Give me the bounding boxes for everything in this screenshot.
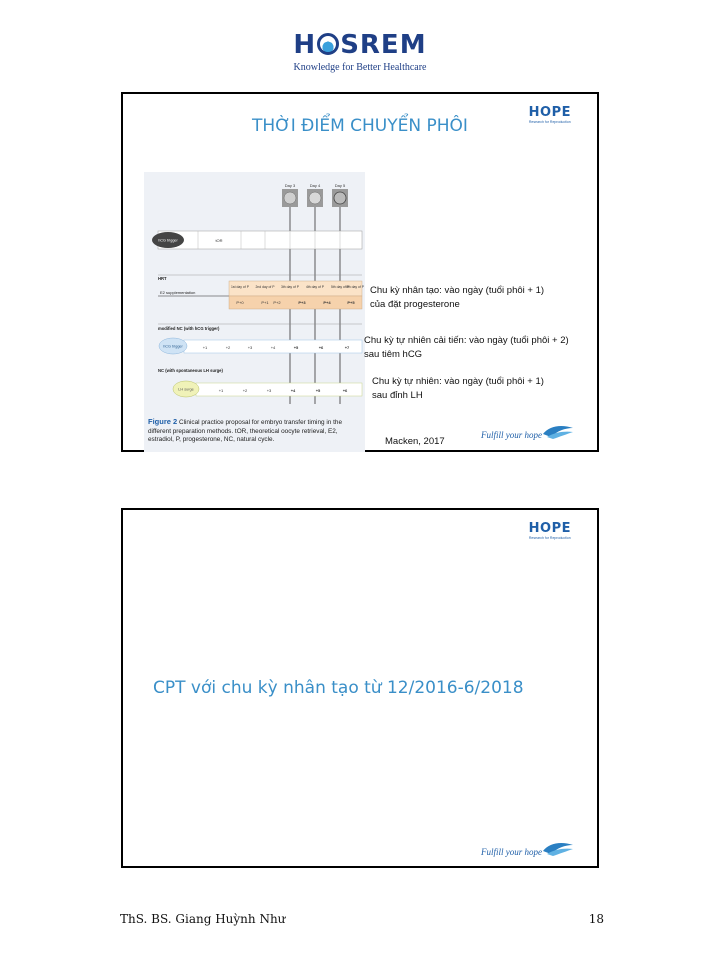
day-label-3: Day 3 (284, 183, 296, 188)
nc-value-4: +4 (290, 388, 296, 393)
hope-wordmark: HOPE (528, 105, 571, 120)
p-value-4: P+4 (323, 300, 331, 305)
slogan: Fulfill your hope (481, 847, 542, 857)
nc-value-1: +1 (218, 388, 224, 393)
figure-caption-text: Clinical practice proposal for embryo transfer timing in the different preparation methods. tOR, theoretical oocyte retrieval, E2, estradiol, P, progesterone, NC, natural cycle. (148, 419, 342, 443)
lh-surge-label: LH surge (178, 387, 194, 392)
footer-author: ThS. BS. Giang Huỳnh Như (120, 912, 286, 926)
p-day-3: 3th day of P (280, 285, 300, 289)
mnc-value-5: +5 (293, 345, 299, 350)
figure-caption-label: Figure 2 (148, 417, 178, 426)
p-day-1: 1st day of P (231, 285, 249, 289)
p-value-0: P+0 (236, 300, 244, 305)
p-day-6: 6th day of P (345, 285, 365, 289)
nc-value-3: +3 (266, 388, 272, 393)
hope-subtitle: Research for Reproduction (528, 536, 571, 540)
note-modified-natural-cycle-line2: sau tiêm hCG (364, 349, 423, 360)
note-modified-natural-cycle (364, 334, 569, 362)
wave-logo-icon (541, 839, 575, 857)
p-day-5: 5th day of P (330, 285, 350, 289)
embryo-images (282, 189, 348, 207)
slide-2-heading: CPT với chu kỳ nhân tạo từ 12/2016-6/2018 (153, 678, 524, 698)
hcg-trigger-label: hCG trigger (158, 238, 178, 243)
mnc-value-1: +1 (202, 345, 208, 350)
day-label-5: Day 5 (334, 183, 346, 188)
p-value-3: P+3 (298, 300, 306, 305)
timeline-bar (158, 231, 362, 249)
mnc-value-4: +4 (270, 345, 276, 350)
mnc-value-2: +2 (225, 345, 231, 350)
wave-logo-icon (541, 422, 575, 440)
p-value-5: P+5 (347, 300, 355, 305)
hope-subtitle: Research for Reproduction (528, 120, 571, 124)
embryo-transfer-figure (144, 172, 365, 452)
note-artificial-cycle-line2: của đặt progesterone (370, 299, 460, 310)
mnc-label: modified NC (with hCG trigger) (158, 326, 220, 331)
mnc-hcg-label: hCG trigger (163, 344, 183, 349)
slogan: Fulfill your hope (481, 430, 542, 440)
nc-value-6: +6 (342, 388, 348, 393)
logo-text-right: SREM (340, 30, 427, 60)
p-day-4: 4th day of P (305, 285, 325, 289)
day-label-4: Day 4 (309, 183, 321, 188)
mnc-value-7: +7 (344, 345, 350, 350)
note-artificial-cycle (370, 284, 544, 312)
hosrem-wordmark (0, 30, 720, 60)
note-modified-natural-cycle-line1: Chu kỳ tự nhiên cải tiến: vào ngày (tuổi phôi + 2) (364, 335, 569, 346)
globe-icon (317, 33, 339, 55)
citation: Macken, 2017 (385, 436, 445, 447)
nc-value-2: +2 (242, 388, 248, 393)
p-day-2: 2nd day of P (255, 285, 275, 289)
logo-text-left: H (293, 30, 317, 60)
hrt-label: HRT (158, 276, 167, 281)
note-natural-cycle-line1: Chu kỳ tự nhiên: vào ngày (tuổi phôi + 1) (372, 376, 544, 387)
slide-title: THỜI ĐIỂM CHUYỂN PHÔI (252, 116, 468, 136)
nc-value-5: +5 (315, 388, 321, 393)
page-number: 18 (588, 912, 604, 926)
mnc-value-6: +6 (318, 345, 324, 350)
note-natural-cycle (372, 375, 544, 403)
logo-tagline: Knowledge for Better Healthcare (293, 62, 427, 73)
p-value-2: P+2 (273, 300, 281, 305)
tor-label: tOR (215, 238, 223, 243)
nc-label: NC (with spontaneous LH surge) (158, 368, 223, 373)
hope-wordmark: HOPE (528, 521, 571, 536)
slide-2 (121, 508, 599, 868)
note-artificial-cycle-line1: Chu kỳ nhân tạo: vào ngày (tuổi phôi + 1) (370, 285, 545, 296)
slide-1 (121, 92, 599, 452)
hosrem-logo (0, 30, 720, 73)
figure-caption (148, 418, 362, 445)
hope-logo (529, 522, 571, 541)
note-natural-cycle-line2: sau đỉnh LH (372, 390, 423, 401)
e2-label: E2 supplementation (160, 290, 196, 295)
p-value-1: P+1 (261, 300, 269, 305)
mnc-value-3: +3 (247, 345, 253, 350)
